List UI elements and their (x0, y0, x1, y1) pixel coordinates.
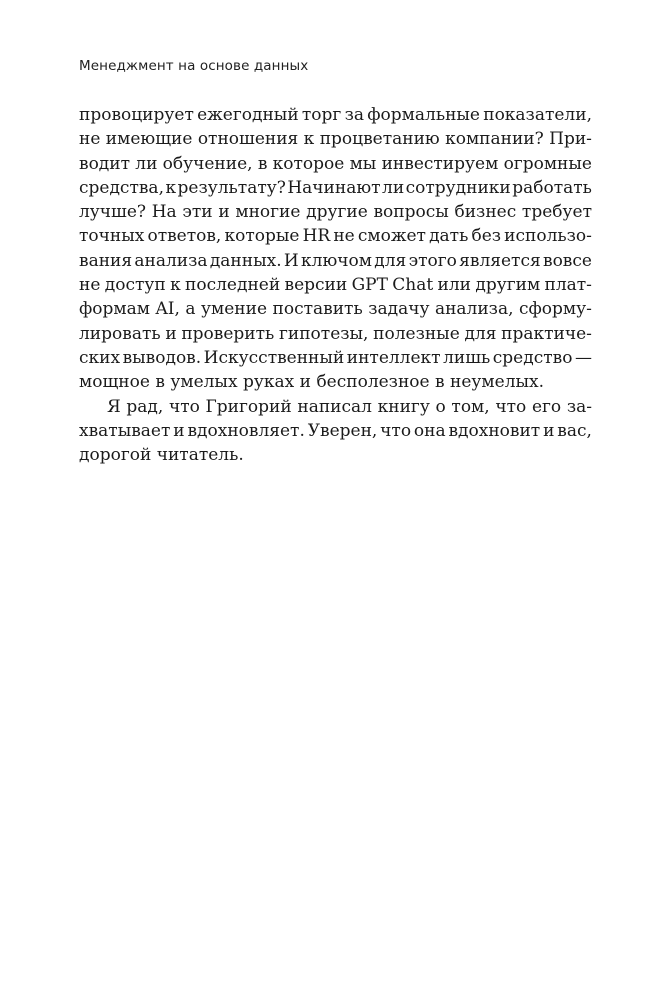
text-line: лучше? На эти и многие другие вопросы бизнес требует (79, 202, 592, 223)
text-line: мощное в умелых руках и бесполезное в неумелых. (79, 372, 545, 393)
text-line: Я рад, что Григорий написал книгу о том, что его за- (107, 396, 592, 417)
text-line: не доступ к последней версии GPT Chat или другим плат- (79, 275, 592, 296)
text-line: ских выводов. Искусственный интеллект лишь средство — (79, 347, 592, 368)
text-line: средства, к результату? Начинают ли сотрудники работать (79, 177, 592, 198)
text-line: хватывает и вдохновляет. Уверен, что она вдохновит и вас, (79, 420, 592, 441)
text-line: дорогой читатель. (79, 445, 244, 466)
text-line: формам AI, а умение поставить задачу анализа, сформу- (79, 299, 592, 320)
running-header: Менеджмент на основе данных (79, 58, 309, 74)
text-line: провоцирует ежегодный торг за формальные показатели, (79, 105, 592, 125)
body-text (79, 103, 592, 467)
paragraph (79, 103, 592, 395)
text-line: не имеющие отношения к процветанию компании? При- (79, 129, 592, 150)
text-line: точных ответов, которые HR не сможет дать без использо- (79, 226, 592, 247)
text-line: лировать и проверить гипотезы, полезные для практиче- (79, 323, 592, 344)
paragraph (79, 395, 592, 468)
text-line: вания анализа данных. И ключом для этого является вовсе (79, 250, 592, 271)
text-line: водит ли обучение, в которое мы инвестируем огромные (79, 153, 592, 174)
